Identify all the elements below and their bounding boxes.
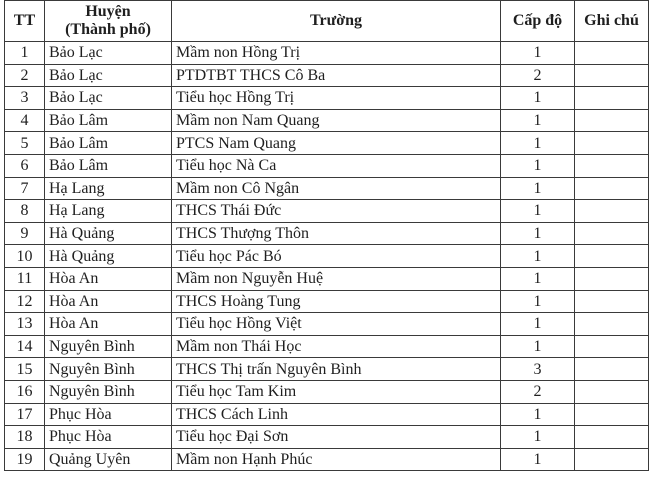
table-row	[5, 109, 649, 132]
table-row	[5, 200, 649, 223]
cell-ghi-chu	[575, 290, 649, 313]
cell-huyen: Hòa An	[45, 267, 172, 290]
cell-cap-do: 1	[501, 335, 575, 358]
cell-huyen: Hạ Lang	[45, 200, 172, 223]
cell-truong: Tiểu học Hồng Việt	[172, 313, 501, 336]
table-row	[5, 313, 649, 336]
cell-huyen: Nguyên Bình	[45, 380, 172, 403]
cell-truong: THCS Cách Linh	[172, 403, 501, 426]
table-row	[5, 245, 649, 268]
cell-ghi-chu	[575, 313, 649, 336]
table-row	[5, 267, 649, 290]
header-tt: TT	[5, 1, 45, 42]
cell-huyen: Hòa An	[45, 290, 172, 313]
cell-cap-do: 1	[501, 426, 575, 449]
cell-ghi-chu	[575, 380, 649, 403]
cell-cap-do: 1	[501, 42, 575, 65]
cell-tt: 15	[5, 358, 45, 381]
cell-huyen: Bảo Lạc	[45, 64, 172, 87]
cell-truong: Mầm non Hạnh Phúc	[172, 448, 501, 471]
cell-ghi-chu	[575, 87, 649, 110]
cell-huyen: Bảo Lạc	[45, 42, 172, 65]
cell-cap-do: 1	[501, 154, 575, 177]
cell-tt: 10	[5, 245, 45, 268]
cell-cap-do: 1	[501, 87, 575, 110]
cell-cap-do: 1	[501, 290, 575, 313]
cell-truong: THCS Thái Đức	[172, 200, 501, 223]
cell-tt: 8	[5, 200, 45, 223]
cell-ghi-chu	[575, 132, 649, 155]
cell-truong: Mầm non Hồng Trị	[172, 42, 501, 65]
table-row	[5, 222, 649, 245]
cell-ghi-chu	[575, 200, 649, 223]
cell-truong: Tiểu học Pác Bó	[172, 245, 501, 268]
cell-tt: 4	[5, 109, 45, 132]
cell-truong: THCS Thượng Thôn	[172, 222, 501, 245]
table-body	[5, 42, 649, 471]
cell-huyen: Phục Hòa	[45, 403, 172, 426]
cell-huyen: Hòa An	[45, 313, 172, 336]
cell-tt: 11	[5, 267, 45, 290]
cell-huyen: Bảo Lâm	[45, 109, 172, 132]
cell-huyen: Nguyên Bình	[45, 358, 172, 381]
cell-cap-do: 1	[501, 109, 575, 132]
table-row	[5, 290, 649, 313]
table-row	[5, 403, 649, 426]
header-huyen	[45, 1, 172, 42]
header-huyen-line1: Huyện	[85, 3, 131, 20]
cell-ghi-chu	[575, 448, 649, 471]
cell-truong: Tiểu học Đại Sơn	[172, 426, 501, 449]
header-huyen-line2: (Thành phố)	[65, 21, 151, 38]
cell-ghi-chu	[575, 154, 649, 177]
header-cap-do: Cấp độ	[501, 1, 575, 42]
cell-truong: Mầm non Nguyễn Huệ	[172, 267, 501, 290]
cell-tt: 9	[5, 222, 45, 245]
cell-ghi-chu	[575, 267, 649, 290]
table-row	[5, 177, 649, 200]
cell-huyen: Nguyên Bình	[45, 335, 172, 358]
cell-tt: 2	[5, 64, 45, 87]
header-ghi-chu: Ghi chú	[575, 1, 649, 42]
table-row	[5, 335, 649, 358]
cell-cap-do: 3	[501, 358, 575, 381]
table-row	[5, 87, 649, 110]
cell-truong: Tiểu học Tam Kim	[172, 380, 501, 403]
cell-tt: 1	[5, 42, 45, 65]
table-row	[5, 42, 649, 65]
cell-cap-do: 1	[501, 267, 575, 290]
cell-tt: 7	[5, 177, 45, 200]
cell-huyen: Phục Hòa	[45, 426, 172, 449]
cell-ghi-chu	[575, 64, 649, 87]
cell-ghi-chu	[575, 426, 649, 449]
cell-ghi-chu	[575, 245, 649, 268]
schools-table	[4, 0, 649, 471]
cell-cap-do: 2	[501, 64, 575, 87]
cell-cap-do: 1	[501, 448, 575, 471]
cell-cap-do: 1	[501, 200, 575, 223]
cell-tt: 17	[5, 403, 45, 426]
cell-huyen: Bảo Lạc	[45, 87, 172, 110]
cell-huyen: Bảo Lâm	[45, 132, 172, 155]
cell-cap-do: 1	[501, 222, 575, 245]
cell-tt: 14	[5, 335, 45, 358]
cell-huyen: Hà Quảng	[45, 222, 172, 245]
cell-ghi-chu	[575, 177, 649, 200]
cell-ghi-chu	[575, 42, 649, 65]
header-truong: Trường	[172, 1, 501, 42]
cell-truong: Tiểu học Hồng Trị	[172, 87, 501, 110]
cell-tt: 19	[5, 448, 45, 471]
cell-tt: 3	[5, 87, 45, 110]
table-row	[5, 448, 649, 471]
cell-cap-do: 1	[501, 132, 575, 155]
cell-ghi-chu	[575, 335, 649, 358]
cell-huyen: Bảo Lâm	[45, 154, 172, 177]
cell-truong: PTCS Nam Quang	[172, 132, 501, 155]
cell-cap-do: 1	[501, 403, 575, 426]
table-row	[5, 358, 649, 381]
cell-cap-do: 1	[501, 313, 575, 336]
cell-tt: 5	[5, 132, 45, 155]
table-row	[5, 64, 649, 87]
cell-cap-do: 1	[501, 245, 575, 268]
table-row	[5, 380, 649, 403]
cell-ghi-chu	[575, 222, 649, 245]
cell-huyen: Hà Quảng	[45, 245, 172, 268]
cell-cap-do: 1	[501, 177, 575, 200]
cell-truong: Mầm non Cô Ngân	[172, 177, 501, 200]
cell-truong: Mầm non Thái Học	[172, 335, 501, 358]
cell-truong: THCS Thị trấn Nguyên Bình	[172, 358, 501, 381]
table-header	[5, 1, 649, 42]
table-row	[5, 426, 649, 449]
cell-tt: 6	[5, 154, 45, 177]
cell-ghi-chu	[575, 109, 649, 132]
cell-ghi-chu	[575, 403, 649, 426]
cell-tt: 13	[5, 313, 45, 336]
cell-huyen: Quảng Uyên	[45, 448, 172, 471]
cell-huyen: Hạ Lang	[45, 177, 172, 200]
cell-truong: PTDTBT THCS Cô Ba	[172, 64, 501, 87]
cell-truong: Mầm non Nam Quang	[172, 109, 501, 132]
table-row	[5, 132, 649, 155]
cell-tt: 12	[5, 290, 45, 313]
table-row	[5, 154, 649, 177]
cell-ghi-chu	[575, 358, 649, 381]
cell-truong: THCS Hoàng Tung	[172, 290, 501, 313]
cell-tt: 18	[5, 426, 45, 449]
cell-truong: Tiểu học Nà Ca	[172, 154, 501, 177]
cell-cap-do: 2	[501, 380, 575, 403]
cell-tt: 16	[5, 380, 45, 403]
header-row	[5, 1, 649, 42]
